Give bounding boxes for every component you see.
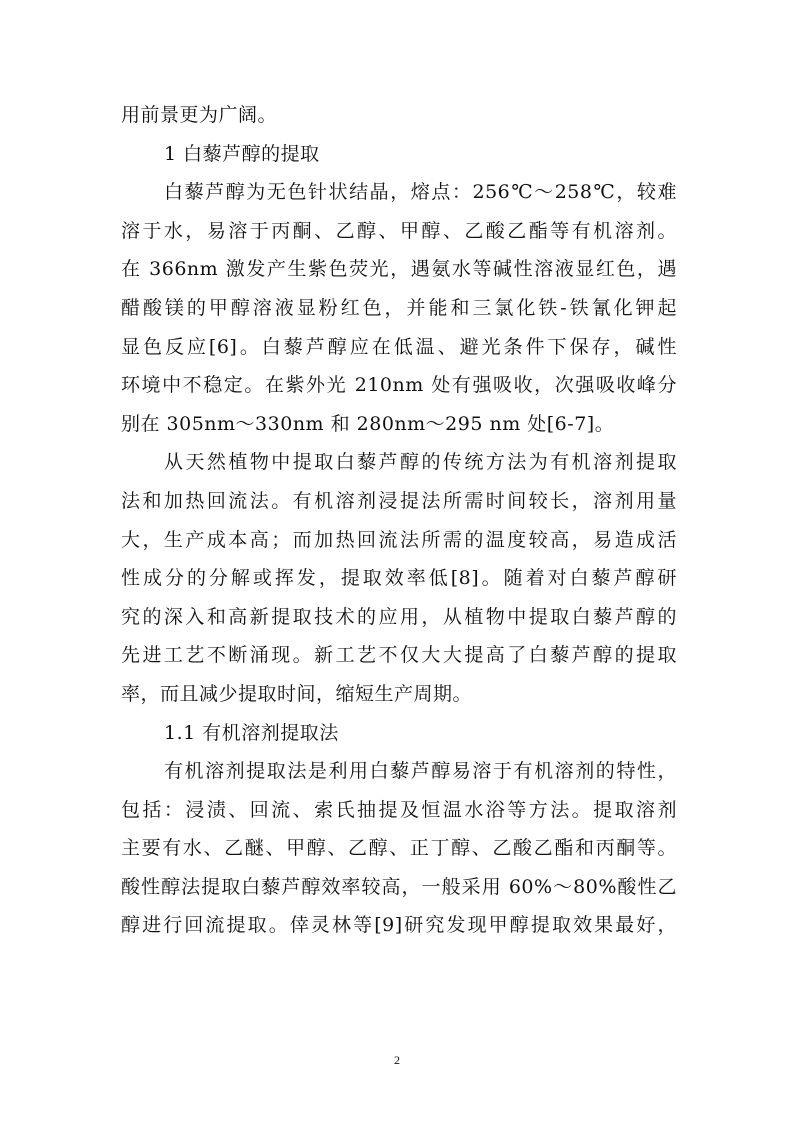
paragraph-line: 究的深入和高新提取技术的应用，从植物中提取白藜芦醇的 xyxy=(121,605,677,628)
paragraph-line: 显色反应[6]。白藜芦醇应在低温、避光条件下保存，碱性 xyxy=(121,335,677,358)
paragraph-line: 别在 305nm～330nm 和 280nm～295 nm 处[6-7]。 xyxy=(121,412,615,435)
paragraph-line: 环境中不稳定。在紫外光 210nm 处有强吸收，次强吸收峰分 xyxy=(121,374,677,397)
paragraph-line: 从天然植物中提取白藜芦醇的传统方法为有机溶剂提取 xyxy=(164,451,677,474)
paragraph-line: 包括：浸渍、回流、索氏抽提及恒温水浴等方法。提取溶剂 xyxy=(121,798,677,821)
paragraph-line: 醋酸镁的甲醇溶液显粉红色，并能和三氯化铁-铁氰化钾起 xyxy=(121,296,677,319)
paragraph-line: 有机溶剂提取法是利用白藜芦醇易溶于有机溶剂的特性， xyxy=(164,760,677,783)
page-number: 2 xyxy=(394,1053,400,1067)
paragraph-line: 在 366nm 激发产生紫色荧光，遇氨水等碱性溶液显红色，遇 xyxy=(121,258,677,281)
paragraph-line: 酸性醇法提取白藜芦醇效率较高，一般采用 60%～80%酸性乙 xyxy=(121,875,677,898)
section-heading: 1 白藜芦醇的提取 xyxy=(164,142,320,165)
paragraph-line: 白藜芦醇为无色针状结晶，熔点：256℃～258℃，较难 xyxy=(164,181,677,204)
paragraph-line: 先进工艺不断涌现。新工艺不仅大大提高了白藜芦醇的提取 xyxy=(121,644,677,667)
paragraph-line: 率，而且减少提取时间，缩短生产周期。 xyxy=(121,682,473,705)
paragraph-line: 用前景更为广阔。 xyxy=(121,104,278,126)
subsection-heading: 1.1 有机溶剂提取法 xyxy=(164,721,339,744)
paragraph-line: 醇进行回流提取。倖灵林等[9]研究发现甲醇提取效果最好， xyxy=(121,914,677,937)
paragraph-line: 主要有水、乙醚、甲醇、乙醇、正丁醇、乙酸乙酯和丙酮等。 xyxy=(121,837,677,860)
paragraph-line: 性成分的分解或挥发，提取效率低[8]。随着对白藜芦醇研 xyxy=(121,567,677,590)
body-text xyxy=(121,96,677,945)
paragraph-line: 溶于水，易溶于丙酮、乙醇、甲醇、乙酸乙酯等有机溶剂。 xyxy=(121,219,677,242)
paragraph-line: 大，生产成本高；而加热回流法所需的温度较高，易造成活 xyxy=(121,528,677,551)
paragraph-line: 法和加热回流法。有机溶剂浸提法所需时间较长，溶剂用量 xyxy=(121,489,677,512)
